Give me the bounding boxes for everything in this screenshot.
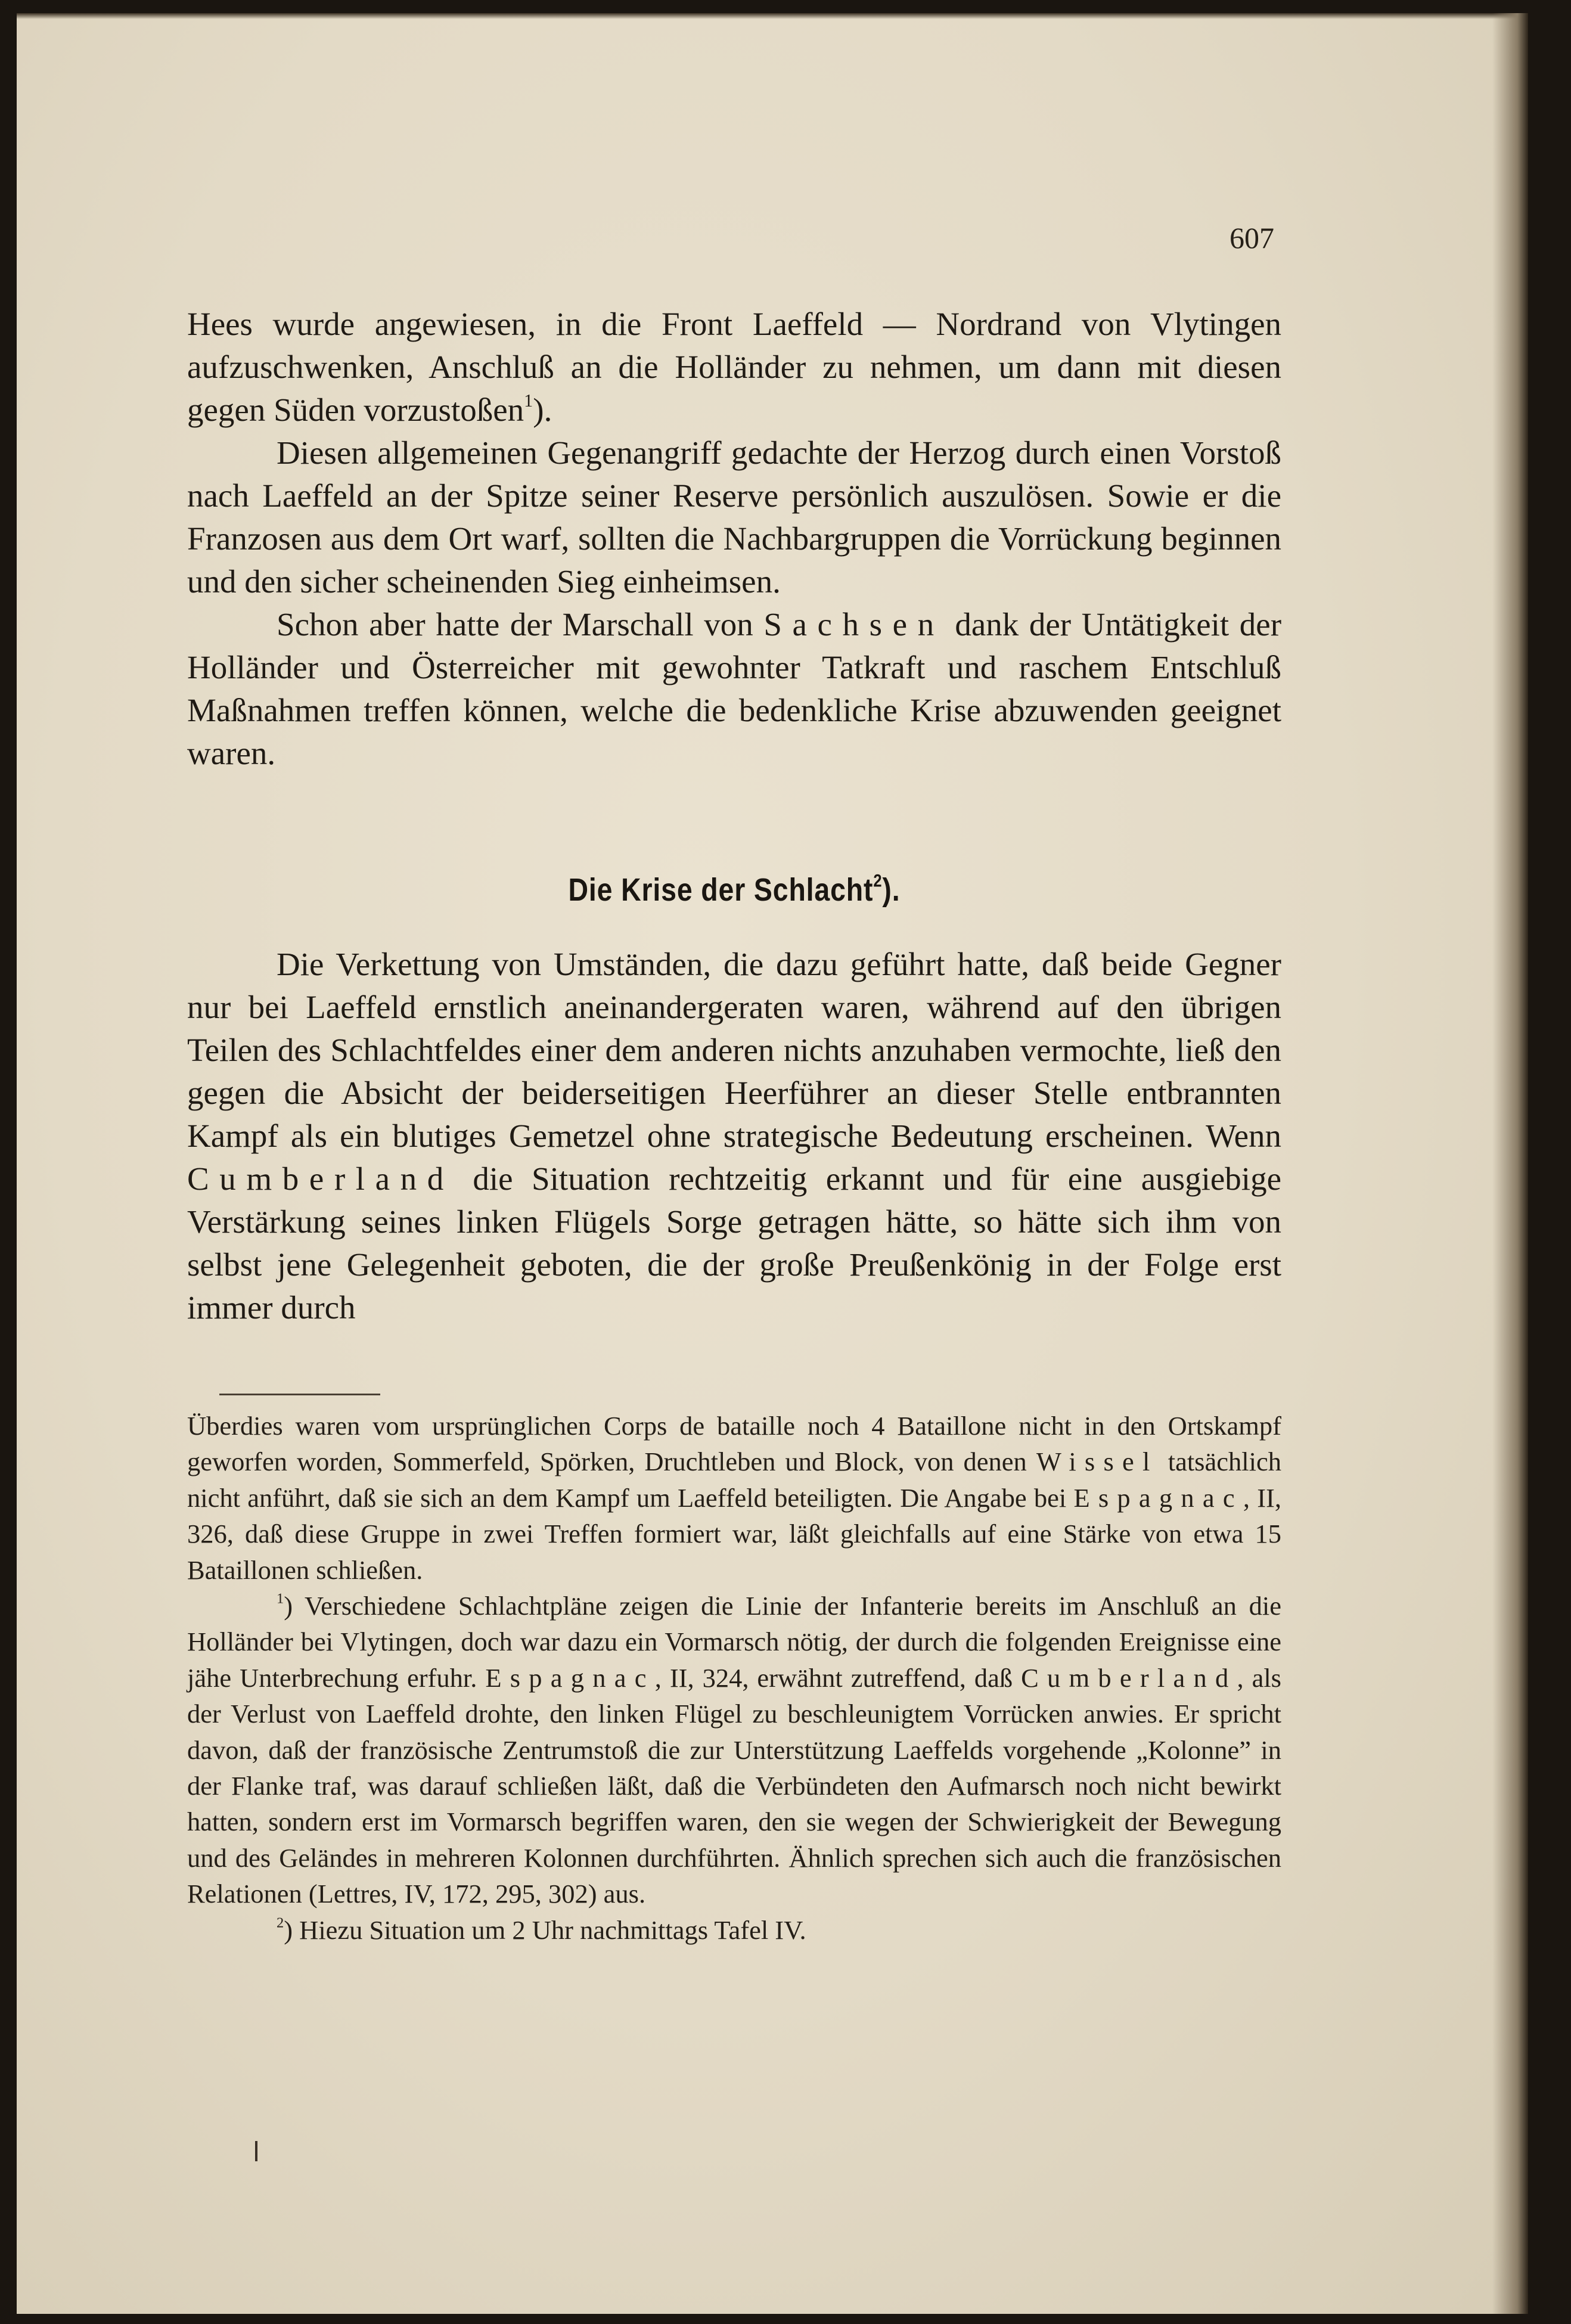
text-run: ) Verschiedene Schlachtpläne zeigen die Linie der Infanterie bereits im Anschluß an die Holländer bei Vlytingen, doch war dazu ein Vormarsch nötig, der durch die folgenden Ereignisse eine jähe Unterbrechung erfuhr. <box>187 1591 1281 1693</box>
text-run: dank der Untätigkeit der Holländer und Österreicher mit gewohnter Tatkraft und raschem Entschluß Maßnahmen treffen können, welche die bedenkliche Krise abzuwenden geeignet waren. <box>187 606 1282 771</box>
text-run: , als der Verlust von Laeffeld drohte, den linken Flügel zu beschleunigtem Vorrücken anwies. Er spricht davon, daß der französische Zentrumstoß die zur Unterstützung Laeffelds vorgehende „Kolonne” in der Flanke traf, was darauf schließen läßt, daß die Verbündeten den Aufmarsch noch nicht bewirkt hatten, sondern erst im Vormarsch begriffen waren, den sie wegen der Schwierigkeit der Bewegung und des Geländes in mehreren Kolonnen durchführten. Ähnlich sprechen sich auch die französischen Relationen (Lettres, IV, 172, 295, 302) aus. <box>187 1662 1281 1909</box>
page-number: 607 <box>1230 221 1274 255</box>
footnote-marker: 2 <box>277 1915 284 1931</box>
spaced-name: Espagnac <box>1073 1482 1243 1513</box>
paragraph <box>187 943 1281 1329</box>
text-run: ). <box>882 872 901 908</box>
text-run: Überdies waren vom ursprünglichen Corps de bataille noch 4 Bataillone nicht in den Ortskampf geworfen worden, Sommerfeld, Spörken, Druchtleben und Block, von denen <box>187 1411 1281 1477</box>
paragraph <box>187 303 1281 432</box>
footnote-marker: 1 <box>277 1590 284 1607</box>
intro-text <box>187 303 1281 775</box>
text-run: ) Hiezu Situation um 2 Uhr nachmittags Tafel IV. <box>284 1915 806 1945</box>
page-top-edge <box>17 13 1528 19</box>
text-run: tatsächlich nicht anführt, daß sie sich an dem Kampf um Laeffeld beteiligten. Die Angabe bei <box>187 1447 1281 1513</box>
section-text <box>187 943 1281 1329</box>
spaced-name: Espagnac <box>485 1662 655 1693</box>
footnote-2 <box>187 1912 1281 1948</box>
footnote-ref: 2 <box>873 871 883 891</box>
spaced-name: Sachsen <box>763 606 945 643</box>
footnote-ref: 1 <box>524 390 533 411</box>
footnotes <box>187 1408 1281 1948</box>
text-run: , II, 324, erwähnt zutreffend, daß <box>654 1662 1022 1693</box>
section-heading <box>264 871 1205 908</box>
text-run: Hees wurde angewiesen, in die Front Laeffeld — Nordrand von Vlytingen aufzuschwenken, Anschluß an die Holländer zu nehmen, um dann mit diesen gegen Süden vorzustoßen <box>187 306 1281 428</box>
book-page <box>17 13 1528 2314</box>
spaced-name: Cumberland <box>1021 1662 1237 1693</box>
footnote-1 <box>187 1588 1281 1912</box>
footnote-divider <box>219 1394 380 1395</box>
text-run: die Situation rechtzeitig erkannt und für eine ausgiebige Verstärkung seines linken Flügels Sorge getragen hätte, so hätte sich ihm von selbst jene Gelegenheit geboten, die der große Preußenkönig in der Folge erst immer durch <box>187 1161 1281 1326</box>
footnote-continued <box>187 1408 1281 1588</box>
book-spine-shadow <box>1492 13 1528 2314</box>
section-title: Die Krise der Schlacht <box>568 872 874 908</box>
text-run: Schon aber hatte der Marschall von <box>277 606 764 643</box>
paragraph: Diesen allgemeinen Gegenangriff gedachte der Herzog durch einen Vorstoß nach Laeffeld an der Spitze seiner Reserve persönlich auszulösen. Sowie er die Franzosen aus dem Ort warf, sollten die Nachbargruppen die Vorrückung beginnen und den sicher scheinenden Sieg einheimsen. <box>187 435 1281 600</box>
paragraph <box>187 603 1281 775</box>
text-run: , II, 326, daß diese Gruppe in zwei Treffen formiert war, läßt gleichfalls auf eine Stärke von etwa 15 Bataillonen schließen. <box>187 1482 1281 1585</box>
spaced-name: Cumberland <box>187 1161 454 1197</box>
spaced-name: Wissel <box>1036 1447 1159 1477</box>
ink-speck <box>255 2141 257 2161</box>
text-run: ). <box>533 392 552 428</box>
text-run: Die Verkettung von Umständen, die dazu geführt hatte, daß beide Gegner nur bei Laeffeld ernstlich aneinandergeraten waren, während auf den übrigen Teilen des Schlachtfeldes einer dem anderen nichts anzuhaben vermochte, ließ den gegen die Absicht der beiderseitigen Heerführer an dieser Stelle entbrannten Kampf als ein blutiges Gemetzel ohne strategische Bedeutung erscheinen. Wenn <box>187 946 1281 1154</box>
